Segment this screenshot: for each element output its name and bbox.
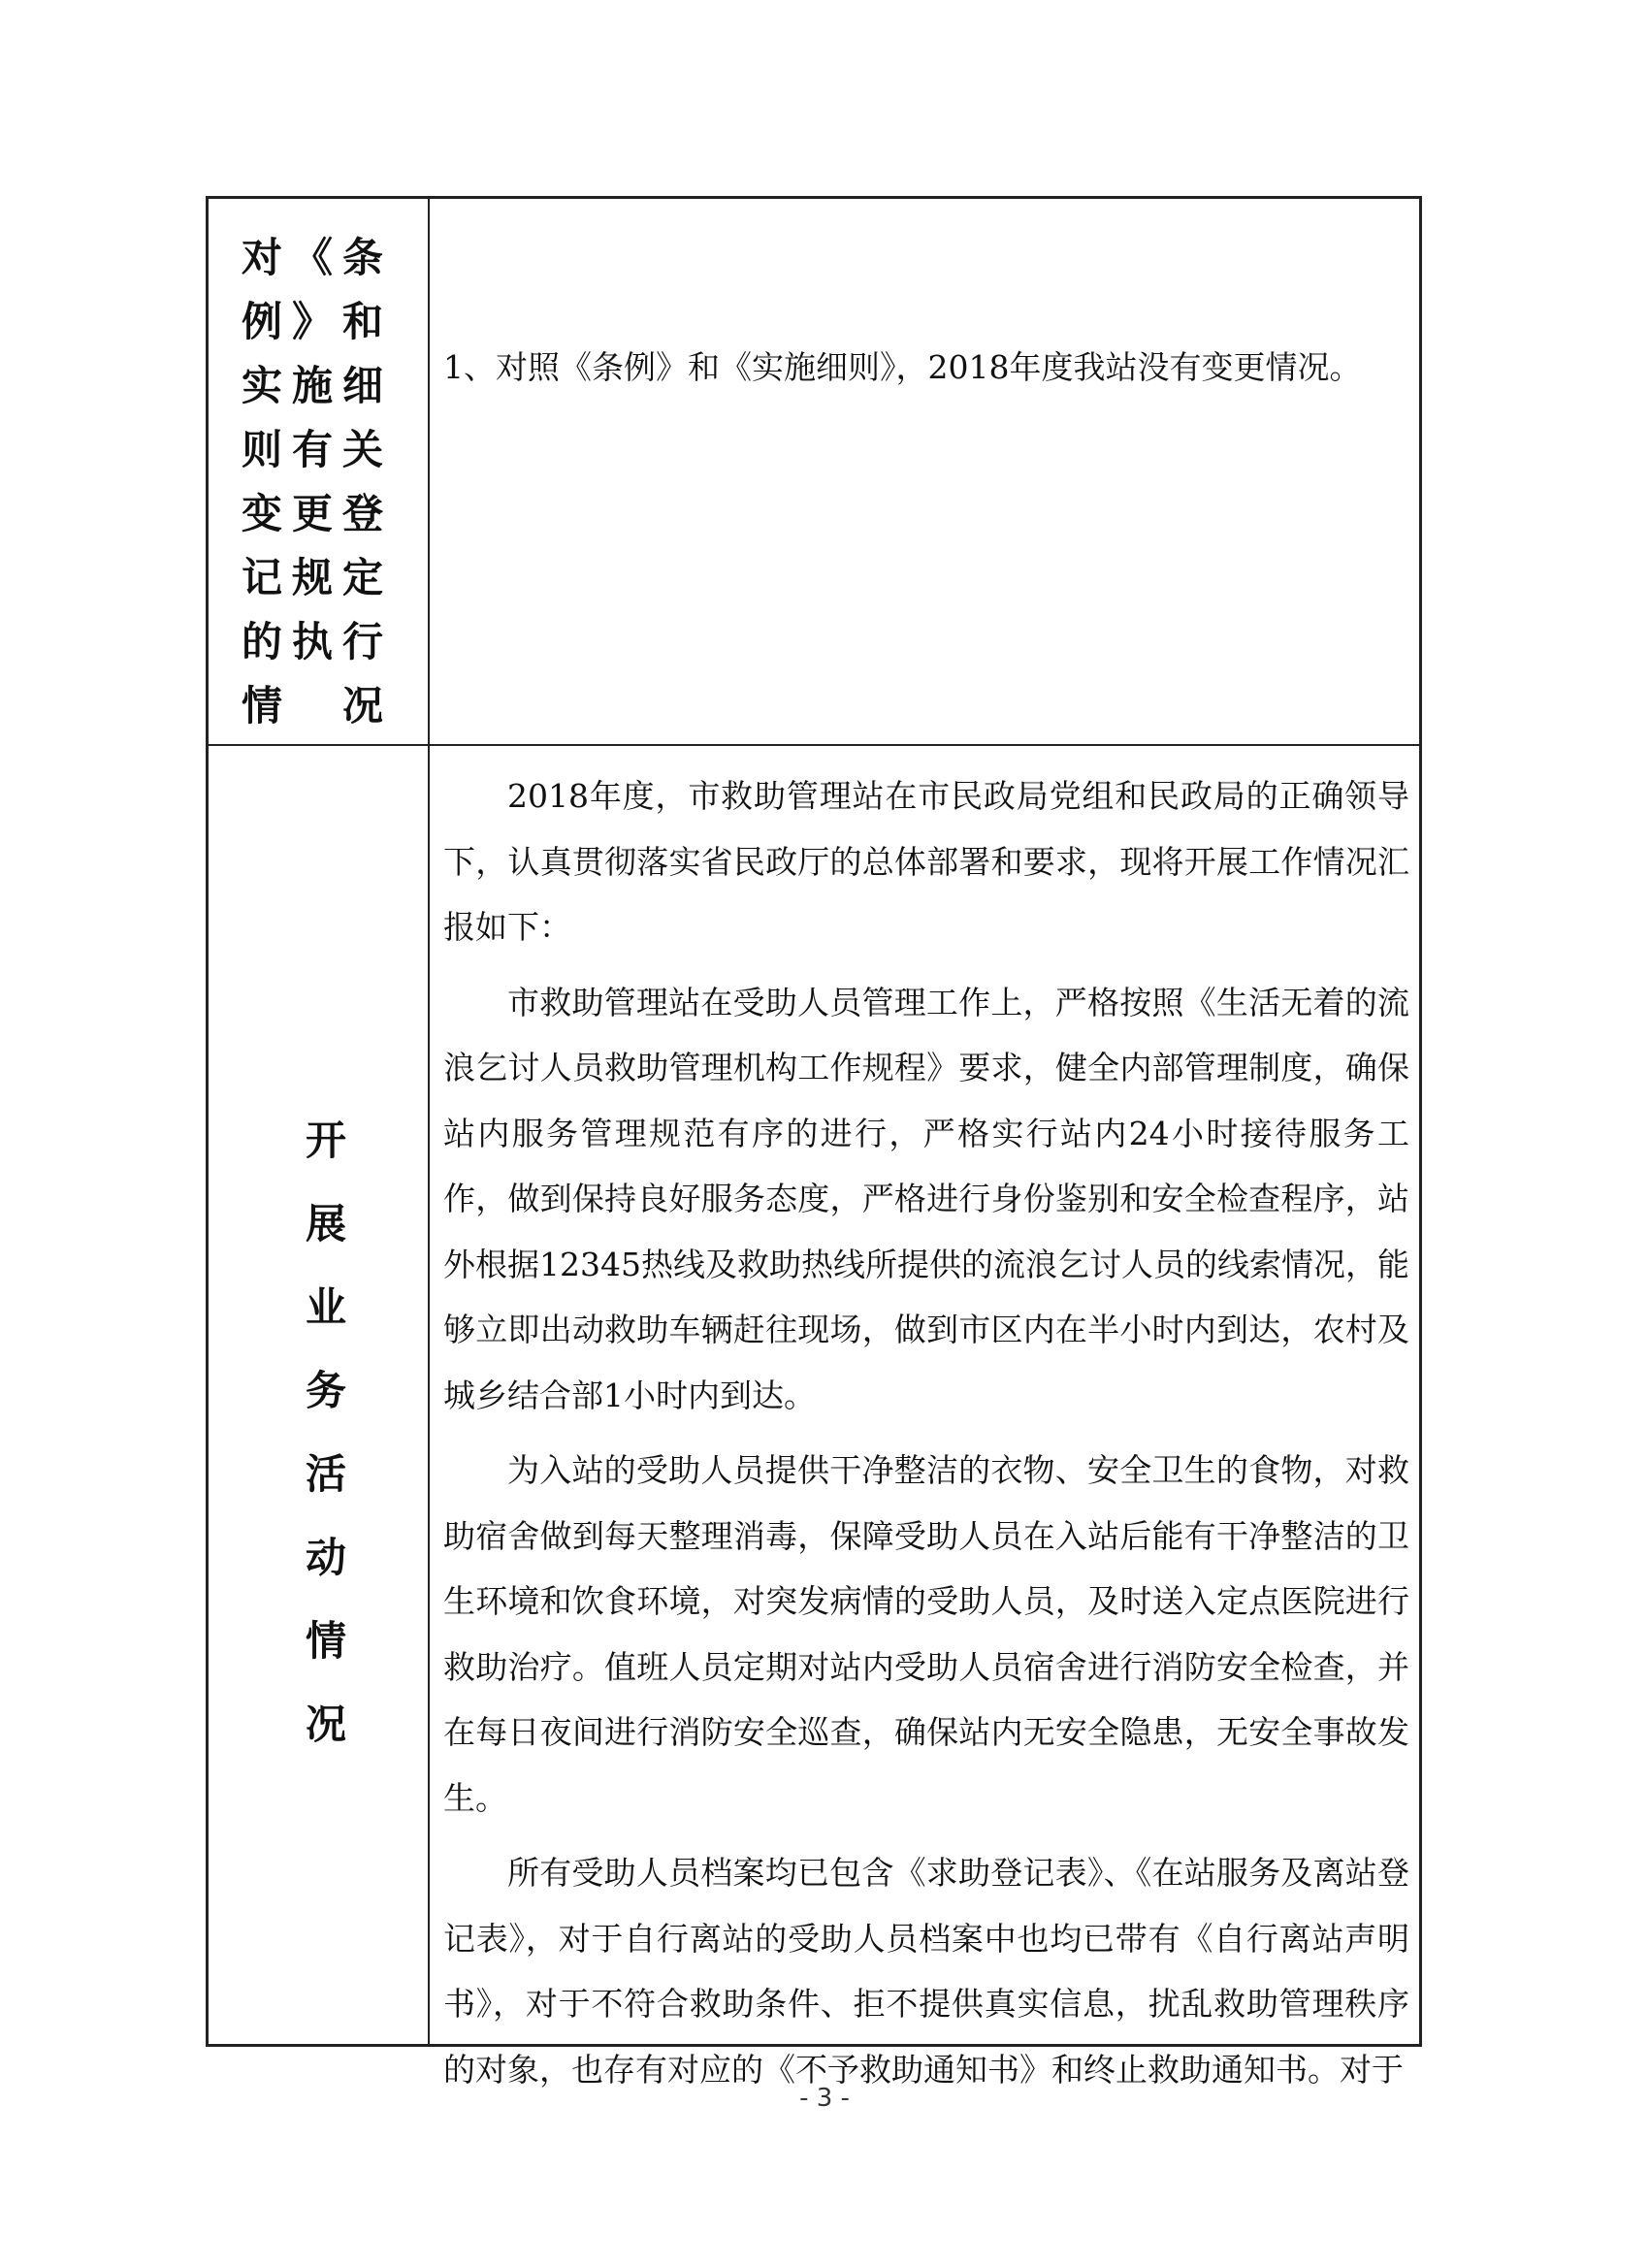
row1-label-line: 情 况	[242, 682, 394, 729]
row2-label-char: 展	[305, 1200, 346, 1247]
row2-label-char: 活	[305, 1450, 346, 1498]
row2-label-char: 务	[305, 1367, 346, 1414]
page-number: - 3 -	[799, 2084, 850, 2113]
row1-label-line: 记规定	[242, 554, 394, 601]
row1-label-line: 实施细	[242, 362, 394, 409]
paragraph: 为入站的受助人员提供干净整洁的衣物、安全卫生的食物，对救助宿舍做到每天整理消毒，保障受助人员在入站后能有干净整洁的卫生环境和饮食环境，对突发病情的受助人员，及时送入定点医院进行救助治疗。值班人员定期对站内受助人员宿舍进行消防安全检查，并在每日夜间进行消防安全巡查，确保站内无安全隐患，无安全事故发生。	[443, 1451, 1409, 1817]
row1-label-line: 则有关	[242, 426, 394, 473]
row2-label-char: 业	[305, 1283, 346, 1331]
paragraph: 市救助管理站在受助人员管理工作上，严格按照《生活无着的流浪乞讨人员救助管理机构工作规程》要求，健全内部管理制度，确保站内服务管理规范有序的进行，严格实行站内24小时接待服务工作，做到保持良好服务态度，严格进行身份鉴别和安全检查程序，站外根据12345热线及救助热线所提供的流浪乞讨人员的线索情况，能够立即出动救助车辆赶往现场，做到市区内在半小时内到达，农村及城乡结合部1小时内到达。	[443, 983, 1409, 1414]
paragraph: 2018年度，市救助管理站在市民政局党组和民政局的正确领导下，认真贯彻落实省民政厅的总体部署和要求，现将开展工作情况汇报如下：	[443, 777, 1409, 946]
column-divider	[428, 199, 430, 2044]
row2-label-char: 动	[305, 1534, 346, 1581]
row1-label-line: 对《条	[242, 234, 394, 281]
row2-label	[292, 1099, 360, 1766]
row1-label-line: 变更登	[242, 490, 394, 537]
row2-label-char: 情	[305, 1617, 346, 1665]
row-divider	[209, 744, 1419, 746]
row1-label-line: 例》和	[242, 298, 394, 345]
row1-label-line: 的执行	[242, 618, 394, 665]
row2-content	[443, 763, 1409, 2112]
report-table	[206, 196, 1422, 2089]
row2-label-char: 况	[305, 1701, 346, 1748]
paragraph: 所有受助人员档案均已包含《求助登记表》、《在站服务及离站登记表》，对于自行离站的受助人员档案中也均已带有《自行离站声明书》，对于不符合救助条件、拒不提供真实信息，扰乱救助管理秩序的对象，也存有对应的《不予救助通知书》和终止救助通知书。对于	[443, 1854, 1409, 2089]
row1-content: 1、对照《条例》和《实施细则》，2018年度我站没有变更情况。	[443, 348, 1362, 386]
row2-label-char: 开	[305, 1117, 346, 1164]
row1-label	[242, 226, 412, 738]
